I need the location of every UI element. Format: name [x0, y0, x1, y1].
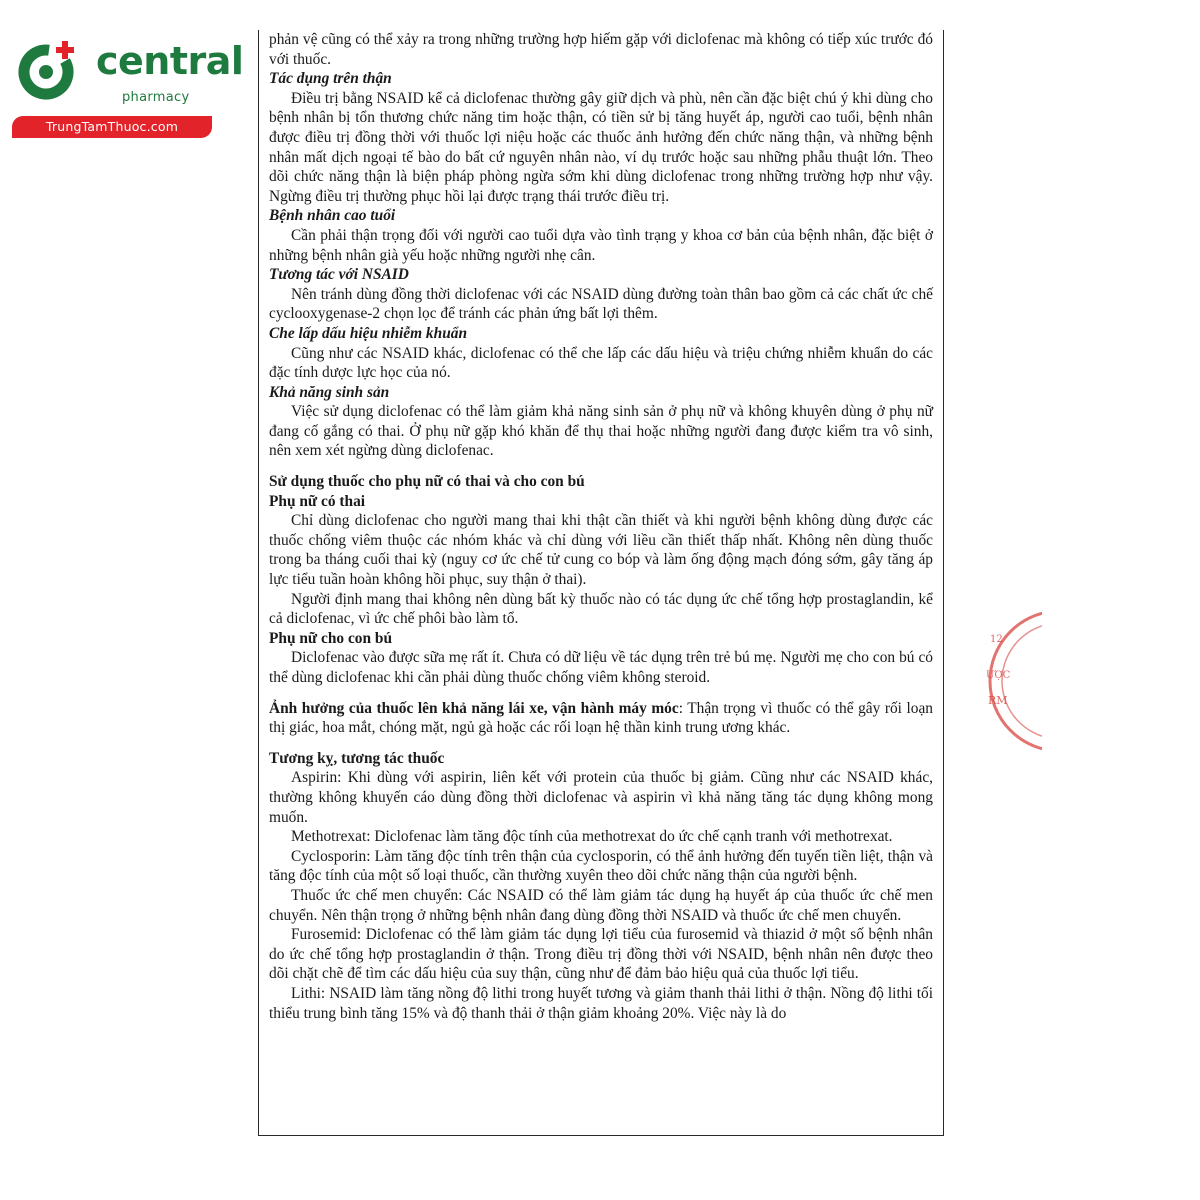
heading-masking-infection: Che lấp dấu hiệu nhiễm khuẩn — [269, 324, 468, 342]
paragraph-furosemid: Furosemid: Diclofenac có thể làm giảm tác dụng lợi tiểu của furosemid và thiazid ở một số bệnh nhân do ức chế tổng hợp prostaglandin ở thận. Trong điều trị đồng thời với NSAID, bệnh nhân nên được theo dõi chặt chẽ để tìm các dấu hiệu của suy thận, cũng như để đảm bảo hiệu quả của thuốc lợi tiểu. — [269, 926, 933, 983]
official-stamp-icon — [982, 606, 1042, 756]
logo-wordmark: central — [96, 39, 244, 83]
heading-pregnancy-lactation: Sử dụng thuốc cho phụ nữ có thai và cho con bú — [269, 473, 585, 491]
heading-nsaid-interaction: Tương tác với NSAID — [269, 266, 409, 284]
central-logo-mark-icon — [12, 36, 82, 106]
central-pharmacy-logo[interactable] — [8, 36, 244, 136]
paragraph-methotrexat: Methotrexat: Diclofenac làm tăng độc tính của methotrexat do ức chế cạnh tranh với methotrexat. — [291, 828, 893, 846]
heading-interactions: Tương kỵ, tương tác thuốc — [269, 749, 445, 767]
paragraph-driving — [269, 699, 933, 738]
heading-renal-effects: Tác dụng trên thận — [269, 70, 392, 88]
heading-driving: Ảnh hưởng của thuốc lên khả năng lái xe, vận hành máy móc — [269, 699, 679, 717]
document-page — [258, 30, 944, 1136]
heading-fertility: Khả năng sinh sản — [269, 383, 390, 401]
paragraph-cyclosporin: Cyclosporin: Làm tăng độc tính trên thận của cyclosporin, có thể ảnh hưởng đến tuyến tiền liệt, thận và tăng độc tính của một số loại thuốc, cần thường xuyên theo dõi chức năng thận của người bệnh. — [269, 847, 933, 885]
paragraph-pregnancy-1: Chỉ dùng diclofenac cho người mang thai khi thật cần thiết và khi người bệnh không dùng được các thuốc chống viêm thuộc các nhóm khác và chỉ dùng với liều cần thiết thấp nhất. Không nên dùng thuốc trong ba tháng cuối thai kỳ (nguy cơ ức chế tử cung co bóp và làm ống động mạch đóng sớm, gây tăng áp lực tiểu tuần hoàn không hồi phục, suy thận ở thai). — [269, 512, 933, 589]
paragraph-lactation: Diclofenac vào được sữa mẹ rất ít. Chưa có dữ liệu về tác dụng trên trẻ bú mẹ. Người mẹ cho con bú có thể dùng diclofenac khi cần phải dùng thuốc chống viêm không steroid. — [269, 649, 933, 686]
stamp-text-3: RM — [988, 694, 1008, 707]
paragraph-masking-infection: Cũng như các NSAID khác, diclofenac có thể che lấp các dấu hiệu và triệu chứng nhiễm khuẩn do các đặc tính dược lực học của nó. — [269, 344, 933, 382]
logo-site-banner: TrungTamThuoc.com — [12, 116, 212, 138]
paragraph-ace-inhibitor: Thuốc ức chế men chuyển: Các NSAID có thể làm giảm tác dụng hạ huyết áp của thuốc ức chế men chuyển. Nên thận trọng ở những bệnh nhân đang dùng đồng thời NSAID và thuốc ức chế men chuyển. — [269, 886, 933, 924]
heading-elderly: Bệnh nhân cao tuổi — [269, 207, 396, 225]
heading-pregnancy: Phụ nữ có thai — [269, 492, 366, 510]
paragraph-lithium: Lithi: NSAID làm tăng nồng độ lithi trong huyết tương và giảm thanh thải lithi ở thận. Nồng độ lithi tối thiểu trung bình tăng 15% và độ thanh thải ở thận giảm khoảng 20%. Việc này là do — [269, 984, 933, 1022]
paragraph-pregnancy-2: Người định mang thai không nên dùng bất kỳ thuốc nào có tác dụng ức chế tổng hợp prostaglandin, kể cả diclofenac, vì ức chế phôi bào làm tổ. — [269, 590, 933, 628]
paragraph-renal-effects: Điều trị bằng NSAID kể cả diclofenac thường gây giữ dịch và phù, nên cần đặc biệt chú ý khi dùng cho bệnh nhân bị tổn thương chức năng tim hoặc thận, có tiền sử bị tăng huyết áp, người cao tuổi, bệnh nhân được điều trị đồng thời với thuốc lợi niệu hoặc các thuốc ảnh hưởng đến chức năng thận, và những bệnh nhân mất dịch ngoại tế bào do bất cứ nguyên nhân nào, ví dụ trước hoặc sau những phẫu thuật lớn. Theo dõi chức năng thận là biện pháp phòng ngừa sớm khi dùng diclofenac trong những trường hợp như vậy. Ngừng điều trị thường phục hồi lại được trạng thái trước điều trị. — [269, 89, 933, 205]
stamp-text-2: ƯỢC — [986, 670, 1011, 681]
heading-lactation: Phụ nữ cho con bú — [269, 629, 392, 647]
paragraph-aspirin: Aspirin: Khi dùng với aspirin, liên kết với protein của thuốc bị giảm. Cũng như các NSAID khác, thường không khuyến cáo dùng đồng thời diclofenac và aspirin vì khả năng tăng tác dụng không mong muốn. — [269, 769, 933, 826]
logo-subtitle: pharmacy — [122, 90, 190, 105]
text-driving: : Thận trọng vì thuốc có thể gây rối loạn thị giác, hoa mắt, chóng mặt, ngủ gà hoặc các rối loạn hệ thần kinh trung ương khác. — [269, 699, 933, 737]
paragraph-continued: phản vệ cũng có thể xảy ra trong những trường hợp hiếm gặp với diclofenac mà không có tiếp xúc trước đó với thuốc. — [269, 31, 933, 68]
paragraph-elderly: Cần phải thận trọng đối với người cao tuổi dựa vào tình trạng y khoa cơ bản của bệnh nhân, đặc biệt ở những bệnh nhân già yếu hoặc những người nhẹ cân. — [269, 226, 933, 264]
paragraph-fertility: Việc sử dụng diclofenac có thể làm giảm khả năng sinh sản ở phụ nữ và không khuyên dùng ở phụ nữ đang cố gắng có thai. Ở phụ nữ gặp khó khăn để thụ thai hoặc những người đang được kiểm tra vô sinh, nên xem xét ngừng dùng diclofenac. — [269, 403, 933, 460]
stamp-text-1: 12 — [990, 634, 1003, 645]
paragraph-nsaid-interaction: Nên tránh dùng đồng thời diclofenac với các NSAID dùng đường toàn thân bao gồm cả các chất ức chế cyclooxygenase-2 chọn lọc để tránh các phản ứng bất lợi thêm. — [269, 285, 933, 323]
